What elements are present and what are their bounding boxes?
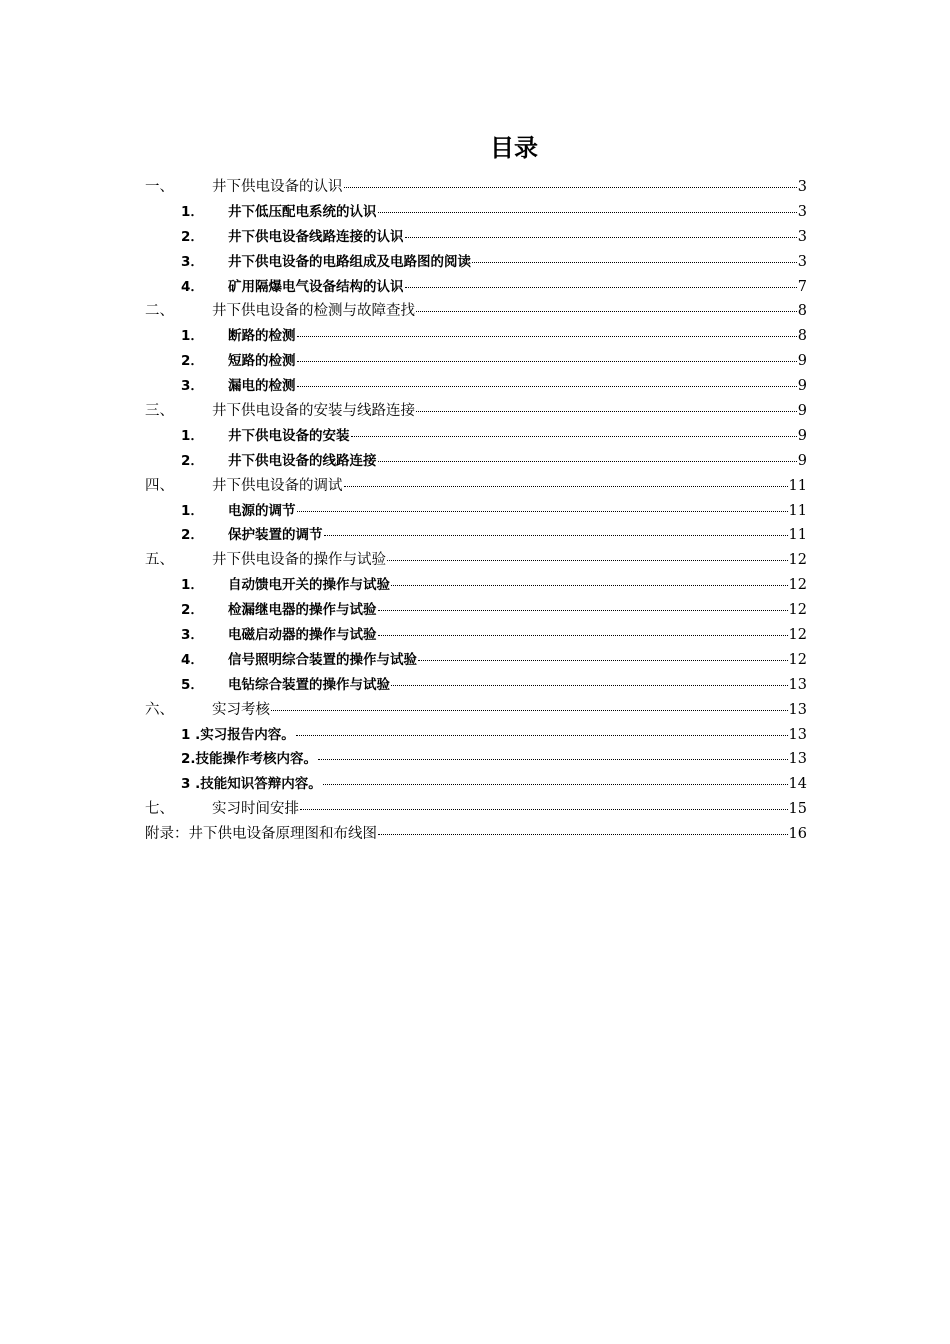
toc-dot-leader [297,336,797,337]
toc-dot-leader [378,610,788,611]
toc-entry-title: 技能操作考核内容。 [195,751,318,768]
toc-page-number: 9 [797,452,807,469]
toc-entry-number: 3． [181,253,204,270]
toc-entry-title: 电钻综合装置的操作与试验 [228,676,390,693]
toc-dot-leader [351,436,797,437]
toc-entry-title: 断路的检测 [228,328,296,345]
toc-dot-leader [344,187,797,188]
toc-entry[interactable] [145,598,807,623]
toc-entry-title: 井下供电设备的电路组成及电路图的阅读 [228,253,471,270]
toc-entry-title: 井下供电设备的线路连接 [228,452,377,469]
table-of-contents [145,175,807,847]
toc-page-number: 13 [788,751,807,768]
toc-entry-title: 自动馈电开关的操作与试验 [228,577,390,594]
toc-page-number: 7 [797,278,807,295]
toc-dot-leader [300,809,788,810]
toc-entry-title: 井下供电设备的认识 [212,179,343,195]
toc-page-number: 12 [788,552,807,569]
toc-dot-leader [391,685,788,686]
toc-dot-leader [324,535,788,536]
toc-entry[interactable] [145,499,807,524]
toc-entry[interactable] [145,374,807,399]
toc-entry-number: 五、 [145,552,174,569]
toc-entry-title: 井下供电设备的安装 [228,427,350,444]
toc-entry-number: 六、 [145,701,174,718]
toc-page-number: 11 [788,527,807,544]
toc-entry-number: 1． [181,427,204,444]
toc-entry[interactable] [145,474,807,499]
toc-entry-number: 2． [181,452,204,469]
toc-entry-number: 1． [181,203,204,220]
toc-page-number: 9 [797,427,807,444]
toc-entry-number: 3 . [181,776,201,793]
toc-entry[interactable] [145,648,807,673]
toc-dot-leader [323,784,788,785]
toc-entry-number: 一、 [145,179,174,195]
toc-entry-title: 矿用隔爆电气设备结构的认识 [228,278,404,295]
toc-entry-title: 电磁启动器的操作与试验 [228,627,377,644]
toc-entry-number: 二、 [145,303,174,320]
toc-page-number: 13 [788,676,807,693]
toc-entry[interactable] [145,548,807,573]
toc-entry-number: 4． [181,278,204,295]
toc-page-number: 11 [788,502,807,519]
toc-entry-title: 井下供电设备的检测与故障查找 [212,303,415,320]
toc-page-number: 3 [797,253,807,270]
toc-entry-title: 井下供电设备的操作与试验 [212,552,386,569]
toc-entry-number: 5． [181,676,204,693]
toc-entry-title: 检漏继电器的操作与试验 [228,602,377,619]
toc-page-number: 11 [788,477,807,494]
toc-entry-number: 四、 [145,477,174,494]
toc-entry[interactable] [145,573,807,598]
toc-page-number: 9 [797,403,807,420]
toc-entry-title: 实习考核 [212,701,270,718]
toc-entry-number: 1． [181,577,204,594]
toc-dot-leader [271,710,788,711]
toc-entry-title: 井下供电设备的安装与线路连接 [212,403,415,420]
toc-page-number: 15 [788,801,807,818]
toc-dot-leader [297,511,788,512]
toc-entry-number: 七、 [145,801,174,818]
toc-entry-title: 保护装置的调节 [228,527,323,544]
toc-entry[interactable] [145,424,807,449]
toc-entry[interactable] [145,623,807,648]
page-title: 目录 [490,134,538,162]
toc-dot-leader [416,411,797,412]
toc-page-number: 8 [797,328,807,345]
toc-entry[interactable] [145,747,807,772]
toc-dot-leader [378,635,788,636]
toc-entry[interactable] [145,250,807,275]
toc-page-number: 12 [788,577,807,594]
toc-page-number: 3 [797,179,807,195]
toc-dot-leader [416,311,797,312]
toc-entry[interactable] [145,225,807,250]
toc-entry[interactable] [145,523,807,548]
toc-page-number: 9 [797,353,807,370]
toc-page-number: 12 [788,651,807,668]
toc-dot-leader [391,585,788,586]
toc-entry-number: 三、 [145,403,174,420]
toc-page-number: 8 [797,303,807,320]
toc-entry-number: 2． [181,602,204,619]
toc-dot-leader [297,386,797,387]
toc-entry-number: 2． [181,527,204,544]
toc-page-number: 13 [788,701,807,718]
toc-entry-title: 附录：井下供电设备原理图和布线图 [145,826,377,843]
toc-dot-leader [297,361,797,362]
toc-dot-leader [378,212,797,213]
toc-dot-leader [405,237,797,238]
toc-dot-leader [387,560,788,561]
toc-entry[interactable] [145,399,807,424]
toc-entry[interactable] [145,349,807,374]
toc-entry-title: 电源的调节 [228,502,296,519]
toc-entry-number: 3． [181,627,204,644]
toc-page-number: 12 [788,627,807,644]
toc-page-number: 16 [788,826,807,843]
toc-entry[interactable] [145,673,807,698]
toc-entry-title: 技能知识答辩内容。 [200,776,322,793]
toc-entry[interactable] [145,698,807,723]
toc-dot-leader [405,287,797,288]
toc-entry-title: 井下供电设备线路连接的认识 [228,228,404,245]
toc-page-number: 14 [788,776,807,793]
toc-entry-number: 1 . [181,726,201,743]
toc-dot-leader [472,262,797,263]
toc-entry-title: 漏电的检测 [228,378,296,395]
toc-entry-number: 1． [181,502,204,519]
toc-dot-leader [378,461,797,462]
toc-page-number: 3 [797,203,807,220]
toc-entry[interactable] [145,772,807,797]
toc-page-number: 3 [797,228,807,245]
toc-entry[interactable] [145,723,807,748]
toc-entry-number: 2. [181,751,196,768]
toc-dot-leader [296,735,788,736]
toc-page-number: 13 [788,726,807,743]
toc-entry-number: 2． [181,353,204,370]
toc-entry[interactable] [145,822,807,847]
toc-entry-number: 4． [181,651,204,668]
toc-entry-title: 实习时间安排 [212,801,299,818]
toc-entry-title: 实习报告内容。 [200,726,295,743]
toc-dot-leader [378,834,788,835]
toc-entry[interactable] [145,200,807,225]
toc-entry-number: 2． [181,228,204,245]
toc-dot-leader [344,486,788,487]
toc-entry-title: 短路的检测 [228,353,296,370]
toc-entry-number: 1． [181,328,204,345]
toc-entry[interactable] [145,449,807,474]
toc-entry-number: 3． [181,378,204,395]
toc-page-number: 12 [788,602,807,619]
toc-entry[interactable] [145,299,807,324]
toc-entry[interactable] [145,797,807,822]
toc-entry-title: 井下低压配电系统的认识 [228,203,377,220]
toc-entry[interactable] [145,175,807,200]
toc-dot-leader [418,660,788,661]
toc-dot-leader [318,759,788,760]
toc-entry-title: 信号照明综合装置的操作与试验 [228,651,417,668]
toc-entry[interactable] [145,324,807,349]
toc-entry[interactable] [145,275,807,300]
toc-entry-title: 井下供电设备的调试 [212,477,343,494]
toc-page-number: 9 [797,378,807,395]
